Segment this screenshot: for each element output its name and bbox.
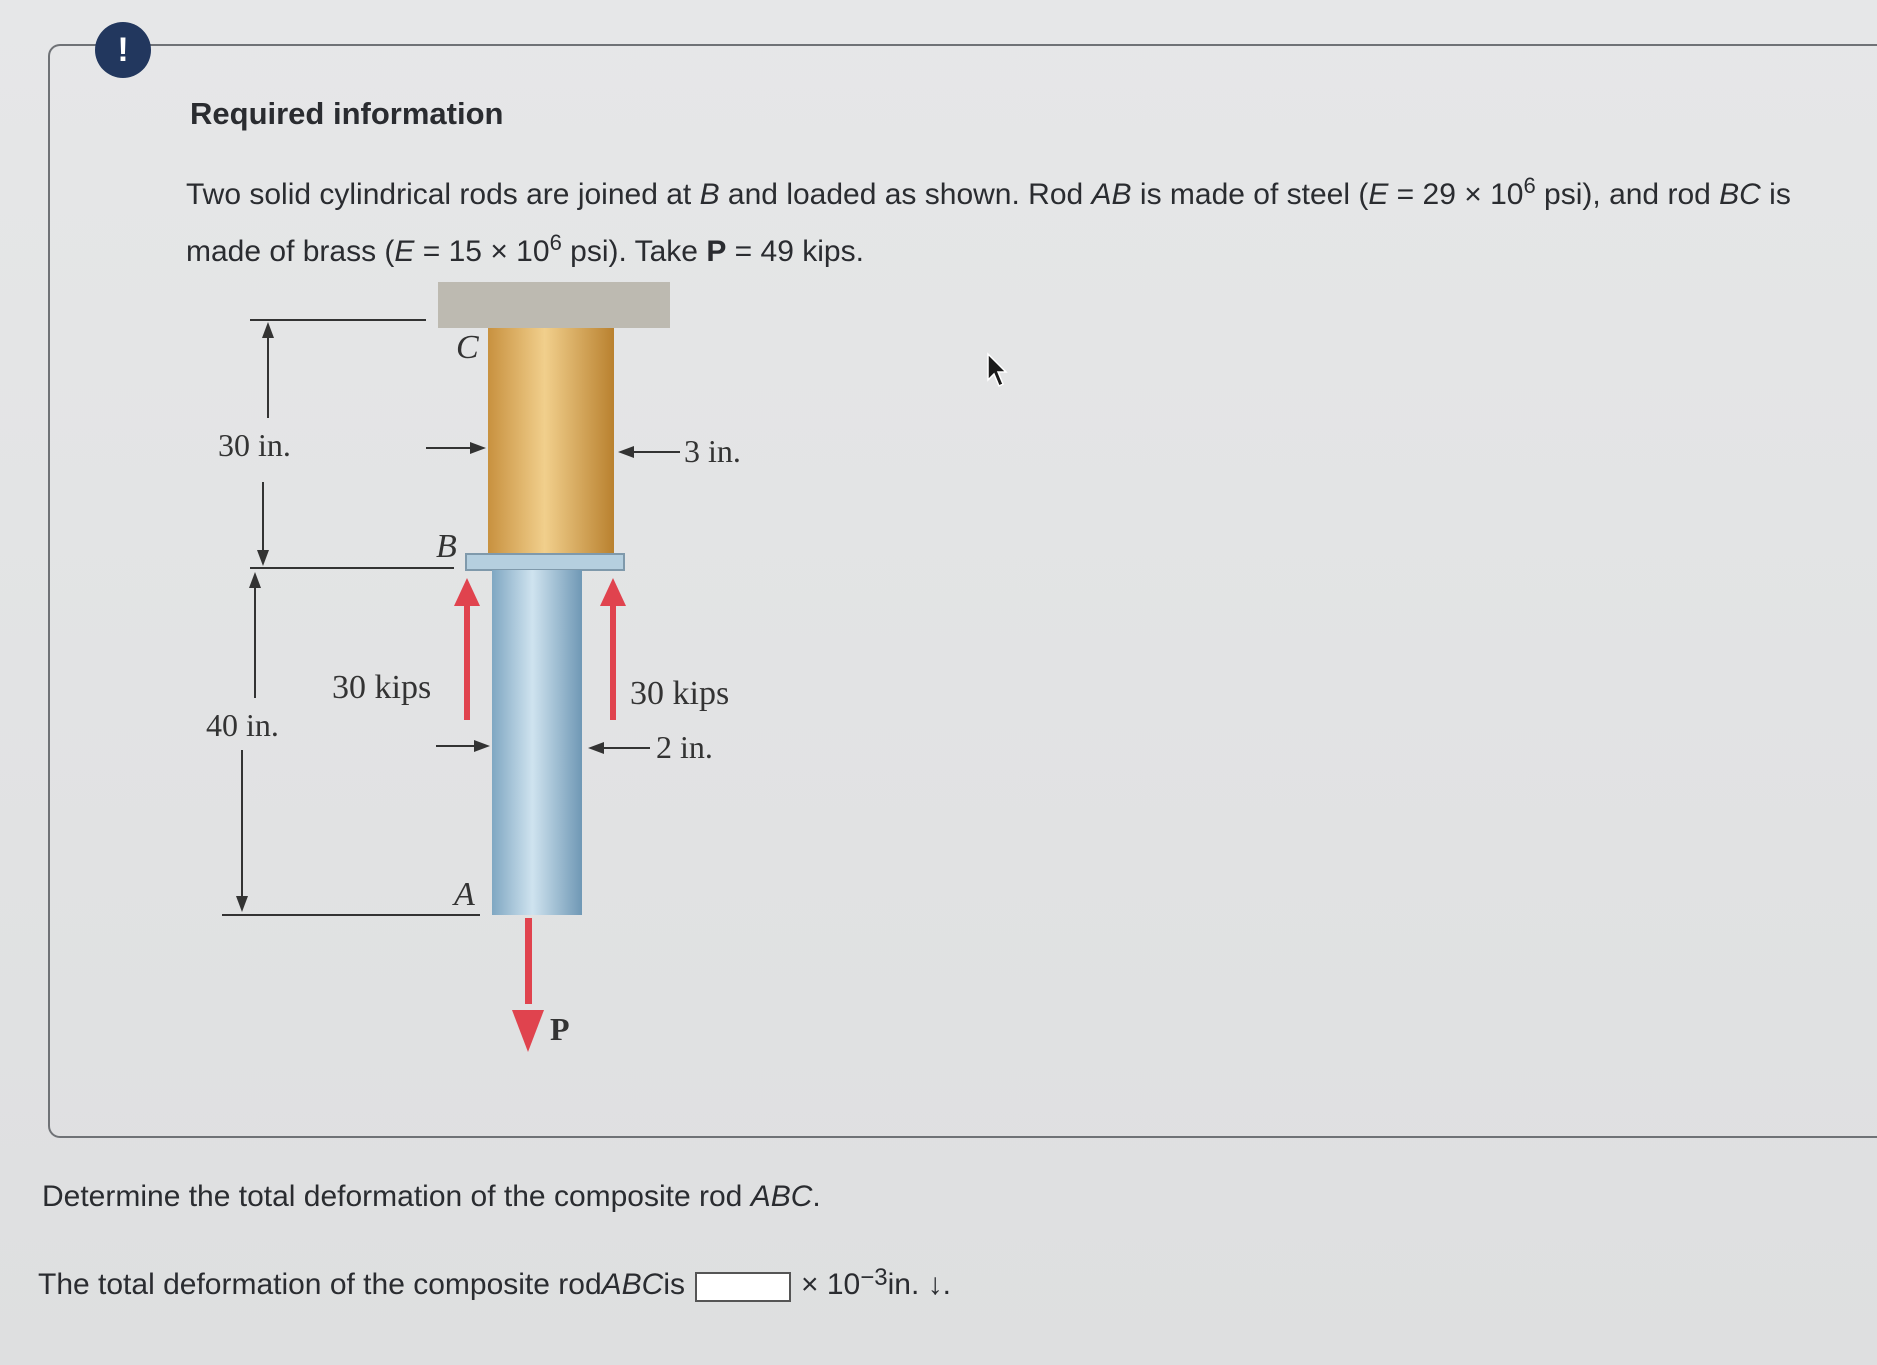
point-b-label: B: [436, 528, 457, 565]
answer-unit: in. ↓.: [887, 1268, 951, 1301]
dim-30-arrow-down: [257, 550, 269, 566]
load-p-arrowhead: [512, 1010, 544, 1052]
answer-is: is: [663, 1268, 686, 1301]
mouse-cursor-icon: [986, 352, 1008, 388]
collar-b: [466, 554, 624, 570]
length-ab-label: 40 in.: [206, 707, 279, 743]
diameter-ab-label: 2 in.: [656, 729, 713, 765]
info-title: Required information: [190, 96, 504, 131]
answer-times: × 10: [801, 1268, 861, 1301]
length-bc-label: 30 in.: [218, 427, 291, 463]
dia-ab-right-arrow: [588, 742, 604, 754]
dim-30-arrow-up: [262, 322, 274, 338]
load-right-shaft: [610, 600, 616, 720]
question-text: Determine the total deformation of the composite rod ABC.: [42, 1180, 821, 1213]
load-right-arrowhead: [600, 578, 626, 606]
alert-icon: !: [95, 22, 151, 78]
dia-bc-right-arrow: [618, 446, 634, 458]
dim-40-arrow-up: [249, 572, 261, 588]
point-c-label: C: [456, 329, 479, 366]
dia-ab-left-arrow: [474, 740, 490, 752]
dim-40-arrow-down: [236, 896, 248, 912]
load-left-arrowhead: [454, 578, 480, 606]
load-right-label: 30 kips: [630, 675, 730, 712]
load-p-shaft: [525, 918, 532, 1004]
answer-rod: ABC: [601, 1268, 664, 1301]
diameter-bc-label: 3 in.: [684, 433, 741, 469]
load-left-shaft: [464, 600, 470, 720]
rod-diagram: [190, 270, 790, 1070]
load-p-label: P: [550, 1011, 570, 1047]
rod-ab-steel: [492, 570, 582, 915]
rod-bc-brass: [488, 328, 614, 554]
answer-prefix: The total deformation of the composite rod: [38, 1268, 602, 1301]
problem-statement: Two solid cylindrical rods are joined at B and loaded as shown. Rod AB is made of steel ($E = 29 \times 10^6$ psi), and rod BC is made of brass ($E = 15 \times 10^6$ psi). Take P = 49 kips.: [186, 173, 1791, 268]
dia-bc-left-arrow: [470, 442, 486, 454]
point-a-label: A: [454, 876, 475, 913]
answer-exponent: −3: [860, 1264, 888, 1291]
answer-line: [38, 1264, 951, 1302]
load-left-label: 30 kips: [332, 669, 432, 706]
deformation-answer-input[interactable]: [695, 1272, 791, 1302]
fixed-support: [438, 282, 670, 328]
